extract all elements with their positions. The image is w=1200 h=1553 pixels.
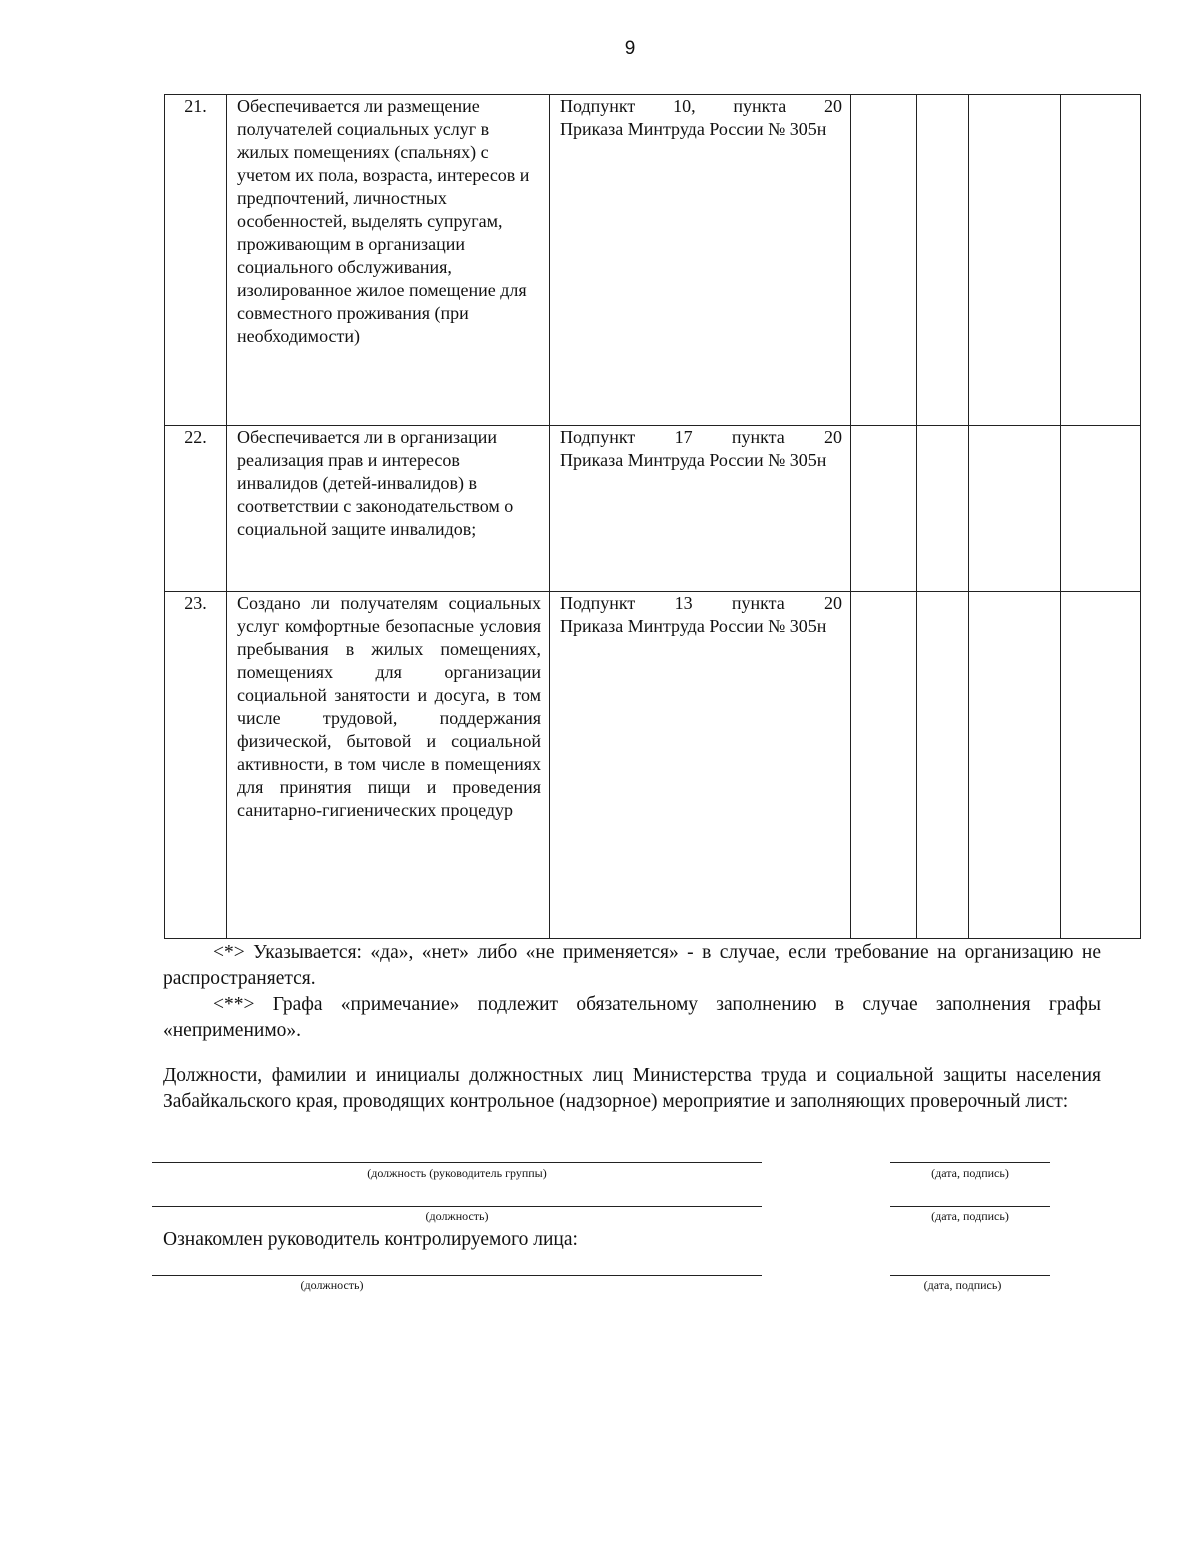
footnote-1: <*> Указывается: «да», «нет» либо «не применяется» - в случае, если требование на организацию не распространяется. — [163, 942, 1101, 989]
date-signature-line[interactable] — [890, 1275, 1050, 1276]
note-cell[interactable] — [1061, 592, 1141, 939]
basis-word: Подпункт — [560, 593, 636, 613]
answer-na-cell[interactable] — [969, 426, 1061, 592]
table-row — [165, 426, 1141, 592]
table-row — [165, 592, 1141, 939]
row-number: 21. — [184, 96, 207, 116]
basis-word: 13 — [674, 593, 693, 613]
basis-text: Приказа Минтруда России № 305н — [560, 616, 827, 636]
date-signature-line[interactable] — [890, 1162, 1050, 1163]
answer-no-cell[interactable] — [917, 95, 969, 426]
position-signature-line[interactable] — [152, 1275, 762, 1276]
position-caption: (должность (руководитель группы) — [367, 1166, 547, 1180]
answer-yes-cell[interactable] — [851, 95, 917, 426]
date-caption: (дата, подпись) — [931, 1209, 1009, 1223]
page-number: 9 — [624, 38, 636, 59]
question-text: Обеспечивается ли в организации реализация прав и интересов инвалидов (детей-инвалидов) в соответствии с законодательством о социальной защите инвалидов; — [237, 427, 514, 539]
table-row — [165, 95, 1141, 426]
row-number-cell — [165, 95, 227, 426]
basis-word: 10, — [673, 96, 696, 116]
position-caption: (должность) — [425, 1209, 489, 1223]
basis-word: Подпункт — [560, 96, 636, 116]
question-text: Создано ли получателям социальных услуг комфортные безопасные условия пребывания в жилых помещениях, помещениях для организации социальной занятости и досуга, в том числе трудовой, поддержания физической, бытовой и социальной активности, в том числе в помещениях для принятия пищи и проведения санитарно-гигиенических процедур — [237, 593, 541, 820]
checklist-table — [164, 94, 1141, 939]
row-number-cell — [165, 592, 227, 939]
question-cell — [227, 426, 550, 592]
officials-heading: Должности, фамилии и инициалы должностных лиц Министерства труда и социальной защиты населения Забайкальского края, проводящих контрольное (надзорное) мероприятие и заполняющих проверочный лист: — [163, 1065, 1101, 1112]
basis-cell — [550, 95, 851, 426]
note-cell[interactable] — [1061, 426, 1141, 592]
question-cell — [227, 592, 550, 939]
basis-text: Приказа Минтруда России № 305н — [560, 119, 827, 139]
basis-word: 17 — [674, 427, 693, 447]
acknowledged-heading: Ознакомлен руководитель контролируемого лица: — [163, 1229, 578, 1250]
position-signature-line[interactable] — [152, 1162, 762, 1163]
answer-yes-cell[interactable] — [851, 592, 917, 939]
basis-word: пункта — [731, 593, 785, 613]
basis-word: пункта — [731, 427, 785, 447]
basis-text: Приказа Минтруда России № 305н — [560, 450, 827, 470]
date-caption: (дата, подпись) — [931, 1166, 1009, 1180]
answer-yes-cell[interactable] — [851, 426, 917, 592]
question-cell — [227, 95, 550, 426]
footnote-2: <**> Графа «примечание» подлежит обязательному заполнению в случае заполнения графы «неприменимо». — [163, 994, 1101, 1041]
date-caption: (дата, подпись) — [923, 1278, 1002, 1292]
row-number: 22. — [184, 427, 207, 447]
basis-line — [560, 592, 842, 615]
position-signature-line[interactable] — [152, 1206, 762, 1207]
answer-na-cell[interactable] — [969, 95, 1061, 426]
basis-word: пункта — [733, 96, 787, 116]
basis-line — [560, 426, 842, 449]
basis-word: 20 — [823, 593, 842, 613]
basis-cell — [550, 592, 851, 939]
note-cell[interactable] — [1061, 95, 1141, 426]
row-number: 23. — [184, 593, 207, 613]
basis-cell — [550, 426, 851, 592]
basis-line — [560, 95, 842, 118]
answer-no-cell[interactable] — [917, 592, 969, 939]
basis-word: Подпункт — [560, 427, 636, 447]
answer-na-cell[interactable] — [969, 592, 1061, 939]
row-number-cell — [165, 426, 227, 592]
basis-word: 20 — [823, 427, 842, 447]
position-caption: (должность) — [300, 1278, 364, 1292]
answer-no-cell[interactable] — [917, 426, 969, 592]
basis-word: 20 — [823, 96, 842, 116]
footnotes — [163, 940, 1101, 1044]
date-signature-line[interactable] — [890, 1206, 1050, 1207]
question-text: Обеспечивается ли размещение получателей социальных услуг в жилых помещениях (спальнях) с учетом их пола, возраста, интересов и предпочтений, личностных особенностей, выделять супругам, проживающим в организации социального обслуживания, изолированное жилое помещение для совместного проживания (при необходимости) — [237, 96, 530, 346]
